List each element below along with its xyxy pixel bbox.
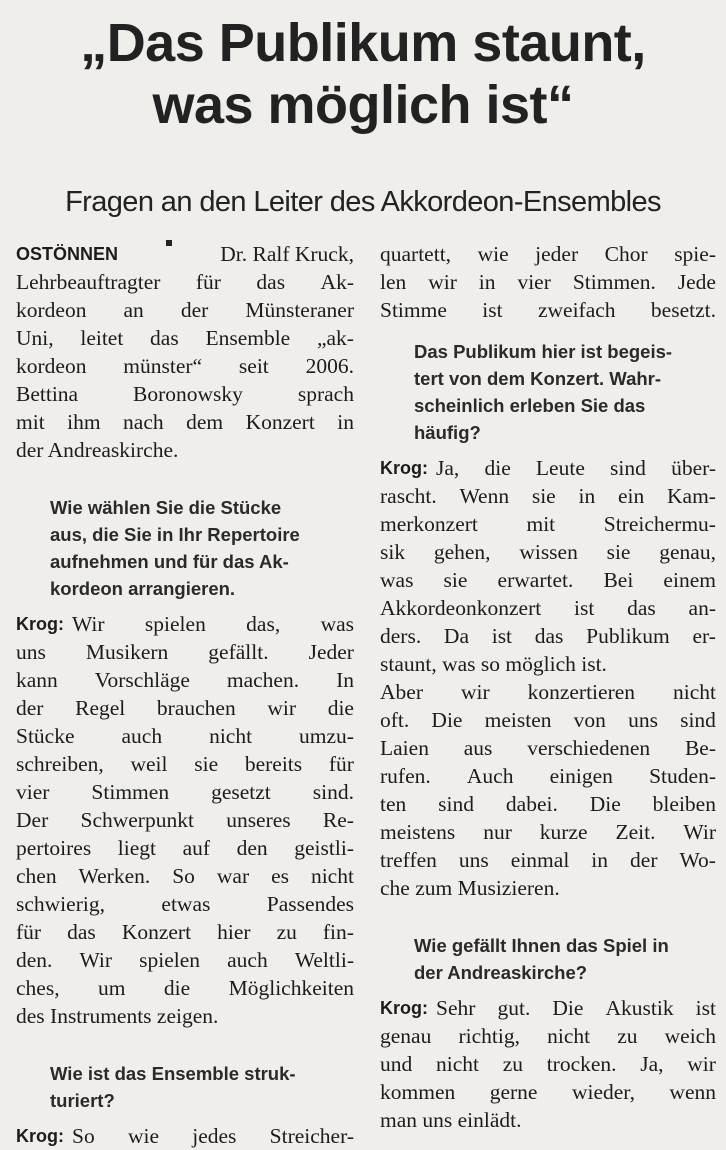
- question-line: aus, die Sie in Ihr Repertoire: [50, 524, 300, 545]
- text-line: [16, 296, 354, 324]
- word: kommen: [380, 1080, 456, 1104]
- word: ist: [482, 298, 503, 322]
- word: das: [627, 596, 656, 620]
- text-line: [380, 678, 716, 706]
- word: Passendes: [266, 892, 354, 916]
- word: „ak-: [316, 326, 354, 350]
- word: geistli-: [294, 836, 354, 860]
- text-line: che zum Musizieren.: [380, 876, 560, 900]
- text-line-fragment: [72, 610, 354, 638]
- word: So: [72, 1124, 95, 1148]
- word: sprach: [297, 382, 354, 406]
- text-line: [16, 946, 354, 974]
- word: 2006.: [305, 354, 354, 378]
- interview-answer-1: [16, 610, 354, 1030]
- text-line: [16, 380, 354, 408]
- text-line: [380, 482, 716, 510]
- word: an-: [688, 596, 716, 620]
- dateline-kicker: OSTÖNNEN: [16, 244, 119, 264]
- interview-answer-2-continued: [380, 240, 716, 324]
- text-line: man uns einlädt.: [380, 1108, 522, 1132]
- text-line: [16, 408, 354, 436]
- question-line: Wie wählen Sie die Stücke: [50, 497, 282, 518]
- word: kurze: [539, 820, 588, 844]
- word: aus: [463, 736, 493, 760]
- word: ihm: [67, 410, 101, 434]
- word: die: [484, 456, 511, 480]
- word: wir: [267, 696, 297, 720]
- word: die: [327, 696, 354, 720]
- word: ist: [491, 624, 513, 648]
- word: Studen-: [649, 764, 716, 788]
- word: wie: [477, 242, 509, 266]
- word: wenn: [669, 1080, 716, 1104]
- word: spie-: [674, 242, 716, 266]
- bullet-icon: [166, 240, 172, 246]
- word: Musikern: [85, 640, 169, 664]
- word: gefällt.: [208, 640, 269, 664]
- word: kordeon: [16, 298, 87, 322]
- text-line: [16, 610, 354, 638]
- word: genau,: [659, 540, 716, 564]
- word: der: [630, 848, 658, 872]
- word: merkonzert: [380, 512, 478, 536]
- word: Akkordeonkonzert: [380, 596, 542, 620]
- word: nicht: [209, 724, 253, 748]
- word: kann: [16, 668, 58, 692]
- word: Lehrbeauftragter: [16, 270, 161, 294]
- word: über-: [671, 456, 716, 480]
- word: Kam-: [667, 484, 716, 508]
- word: konzertieren: [527, 680, 636, 704]
- word: Der: [16, 808, 49, 832]
- question-line: der Andreaskirche?: [414, 962, 588, 983]
- word: meistens: [380, 820, 456, 844]
- word: er-: [692, 624, 716, 648]
- word: Zeit.: [615, 820, 656, 844]
- word: einmal: [510, 848, 570, 872]
- word: Wir: [72, 612, 105, 636]
- word: in: [478, 270, 496, 294]
- word: sie: [443, 568, 468, 592]
- word: dabei.: [505, 792, 558, 816]
- word: ten: [380, 792, 407, 816]
- word: Werken.: [78, 864, 151, 888]
- word: Chor: [604, 242, 648, 266]
- word: Ensemble: [205, 326, 291, 350]
- text-line: [16, 694, 354, 722]
- word: das: [534, 624, 564, 648]
- question-line: Wie ist das Ensemble struk-: [50, 1063, 296, 1084]
- word: wir: [687, 1052, 716, 1076]
- word: nicht: [547, 1024, 591, 1048]
- text-line: [16, 638, 354, 666]
- text-line: [16, 324, 354, 352]
- word: gesetzt: [211, 780, 271, 804]
- word: Münsteraner: [245, 298, 354, 322]
- word: weich: [664, 1024, 716, 1048]
- word: leitet: [80, 326, 124, 350]
- interview-answer-2-start: [16, 1122, 354, 1150]
- text-line: [16, 806, 354, 834]
- question-line: kordeon arrangieren.: [50, 578, 236, 599]
- word: was: [380, 568, 414, 592]
- word: brauchen: [156, 696, 236, 720]
- word: trocken.: [546, 1052, 617, 1076]
- article-subtitle: Fragen an den Leiter des Akkordeon-Ensembles: [65, 186, 661, 218]
- word: gehen,: [433, 540, 491, 564]
- word: Laien: [380, 736, 429, 760]
- word: Konzert: [245, 410, 315, 434]
- word: in: [337, 410, 354, 434]
- text-line: [380, 538, 716, 566]
- text-line: [380, 994, 716, 1022]
- word: zweifach: [537, 298, 616, 322]
- question-line: Wie gefällt Ihnen das Spiel in: [414, 935, 669, 956]
- word: Bettina: [16, 382, 79, 406]
- right-column: [380, 240, 716, 1134]
- text-line: [380, 622, 716, 650]
- word: Aber: [380, 680, 423, 704]
- word: Vorschläge: [94, 668, 190, 692]
- text-line: [16, 352, 354, 380]
- word: Auch: [466, 764, 514, 788]
- word: bleiben: [652, 792, 716, 816]
- word: nur: [483, 820, 512, 844]
- text-line: [380, 566, 716, 594]
- text-line-fragment: [436, 994, 716, 1022]
- text-line: [380, 240, 716, 268]
- word: richtig,: [458, 1024, 520, 1048]
- word: schwierig,: [16, 892, 105, 916]
- text-line: [16, 862, 354, 890]
- word: zu: [617, 1024, 638, 1048]
- word: auf: [182, 836, 211, 860]
- speaker-label: Krog:: [380, 458, 428, 478]
- word: wie: [127, 1124, 159, 1148]
- word: Stimmen.: [572, 270, 656, 294]
- interview-question-2: [50, 1060, 354, 1114]
- word: an: [123, 298, 144, 322]
- article-headline: [0, 12, 726, 136]
- word: der: [16, 696, 44, 720]
- word: sind: [610, 456, 646, 480]
- text-line: [380, 734, 716, 762]
- word: verschiedenen: [527, 736, 651, 760]
- word: machen.: [226, 668, 300, 692]
- speaker-label: Krog:: [380, 998, 428, 1018]
- word: Stimmen: [91, 780, 170, 804]
- headline-line-1: „Das Publikum staunt,: [80, 13, 646, 73]
- word: nach: [123, 410, 164, 434]
- question-line: aufnehmen und für das Ak-: [50, 551, 289, 572]
- text-line: [16, 240, 354, 268]
- question-line: häufig?: [414, 422, 481, 443]
- word: ein: [617, 484, 645, 508]
- word: Weltli-: [294, 948, 354, 972]
- word: Ja,: [436, 456, 460, 480]
- word: für: [328, 752, 354, 776]
- text-line: [380, 762, 716, 790]
- word: vier: [16, 780, 50, 804]
- word: ches,: [16, 976, 60, 1000]
- text-line-fragment: [436, 454, 716, 482]
- word: quartett,: [380, 242, 452, 266]
- text-line: [16, 974, 354, 1002]
- word: vier: [517, 270, 551, 294]
- question-line: turiert?: [50, 1090, 115, 1111]
- word: das: [67, 920, 96, 944]
- word: rufen.: [380, 764, 431, 788]
- question-line: Das Publikum hier ist begeis-: [414, 341, 673, 362]
- word: len: [380, 270, 407, 294]
- word: den.: [16, 948, 53, 972]
- word: für: [16, 920, 42, 944]
- text-line: [16, 1122, 354, 1150]
- word: sie: [531, 484, 556, 508]
- word: Die: [589, 792, 621, 816]
- word: nicht: [435, 1052, 479, 1076]
- word: weil: [130, 752, 168, 776]
- word: gerne: [489, 1080, 538, 1104]
- word: in: [578, 484, 596, 508]
- word: sind: [680, 708, 716, 732]
- word: Jeder: [308, 640, 354, 664]
- word: Uni,: [16, 326, 54, 350]
- word: Möglichkeiten: [228, 976, 354, 1000]
- word: oft.: [380, 708, 410, 732]
- word: gut.: [497, 996, 531, 1020]
- speaker-label: Krog:: [16, 1126, 64, 1146]
- word: einigen: [549, 764, 613, 788]
- word: Wir: [683, 820, 716, 844]
- text-line: [380, 818, 716, 846]
- word: kordeon: [16, 354, 87, 378]
- word: pertoires: [16, 836, 92, 860]
- word: den: [236, 836, 268, 860]
- word: ist: [695, 996, 716, 1020]
- interview-question-4: [414, 932, 716, 986]
- word: Da: [443, 624, 469, 648]
- text-line: [380, 454, 716, 482]
- word: chen: [16, 864, 57, 888]
- word: zu: [276, 920, 297, 944]
- word: sie: [194, 752, 219, 776]
- word: das: [256, 270, 286, 294]
- word: Leute: [535, 456, 585, 480]
- text-line: [16, 666, 354, 694]
- word: um: [98, 976, 126, 1000]
- text-line: [380, 510, 716, 538]
- word: seit: [238, 354, 269, 378]
- text-line: [16, 890, 354, 918]
- word: Be-: [684, 736, 716, 760]
- word: spielen: [144, 612, 206, 636]
- text-line: [380, 268, 716, 296]
- word: in: [591, 848, 609, 872]
- word: meisten: [484, 708, 552, 732]
- word: uns: [458, 848, 489, 872]
- word: auch: [227, 948, 268, 972]
- word: Schwerpunkt: [80, 808, 194, 832]
- word: Ja,: [640, 1052, 664, 1076]
- word: Sehr: [436, 996, 476, 1020]
- word: ist: [573, 596, 595, 620]
- word: unseres: [226, 808, 291, 832]
- text-line: [380, 846, 716, 874]
- word: das: [150, 326, 179, 350]
- word: und: [380, 1052, 413, 1076]
- text-line: [380, 296, 716, 324]
- word: Regel: [75, 696, 126, 720]
- text-line: [380, 594, 716, 622]
- text-line: [16, 918, 354, 946]
- word: Die: [552, 996, 584, 1020]
- text-line: [16, 750, 354, 778]
- word: besetzt.: [650, 298, 716, 322]
- word: Wir: [79, 948, 113, 972]
- word: Konzert: [121, 920, 192, 944]
- interview-question-1: [50, 494, 354, 602]
- word: bereits: [244, 752, 303, 776]
- word: zu: [502, 1052, 523, 1076]
- word: spielen: [139, 948, 201, 972]
- word: jedes: [192, 1124, 237, 1148]
- word: mit: [16, 410, 45, 434]
- interview-answer-3: [380, 454, 716, 902]
- word: der: [180, 298, 209, 322]
- text-line-fragment: Dr. Ralf Kruck,: [220, 242, 354, 266]
- headline-line-2: was möglich ist“: [152, 75, 574, 135]
- text-line: [380, 1050, 716, 1078]
- word: sind: [438, 792, 475, 816]
- word: was: [320, 612, 354, 636]
- text-line: [380, 790, 716, 818]
- question-line: scheinlich erleben Sie das: [414, 395, 646, 416]
- word: wir: [460, 680, 490, 704]
- speaker-label: Krog:: [16, 614, 64, 634]
- word: Akustik: [605, 996, 674, 1020]
- question-line: tert von dem Konzert. Wahr-: [414, 368, 662, 389]
- interview-question-3: [414, 338, 716, 446]
- word: genau: [380, 1024, 432, 1048]
- text-line: [16, 834, 354, 862]
- word: Publikum: [586, 624, 670, 648]
- word: die: [163, 976, 191, 1000]
- word: schreiben,: [16, 752, 104, 776]
- word: wieder,: [571, 1080, 635, 1104]
- interview-answer-4: [380, 994, 716, 1134]
- word: Jede: [677, 270, 716, 294]
- text-line: [16, 778, 354, 806]
- word: Wenn: [459, 484, 510, 508]
- word: uns: [628, 708, 658, 732]
- text-line: [380, 706, 716, 734]
- left-column: [16, 240, 354, 1150]
- word: wir: [428, 270, 457, 294]
- text-line: staunt, was so möglich ist.: [380, 652, 607, 676]
- word: wissen: [519, 540, 578, 564]
- word: auch: [121, 724, 163, 748]
- text-line: [16, 268, 354, 296]
- word: treffen: [380, 848, 437, 872]
- word: So: [172, 864, 195, 888]
- word: Stimme: [380, 298, 447, 322]
- word: liegt: [117, 836, 157, 860]
- word: das,: [246, 612, 281, 636]
- word: mit: [526, 512, 556, 536]
- word: sie: [606, 540, 631, 564]
- word: sind.: [312, 780, 354, 804]
- text-line: des Instruments zeigen.: [16, 1004, 219, 1028]
- word: fin-: [322, 920, 354, 944]
- word: nicht: [310, 864, 354, 888]
- word: erwartet.: [497, 568, 574, 592]
- word: uns: [16, 640, 46, 664]
- word: Stücke: [16, 724, 75, 748]
- intro-paragraph: [16, 240, 354, 464]
- word: ders.: [380, 624, 422, 648]
- word: In: [336, 668, 354, 692]
- word: münster“: [123, 354, 203, 378]
- word: Bei: [603, 568, 634, 592]
- word: war: [216, 864, 250, 888]
- text-line: [380, 1022, 716, 1050]
- word: nicht: [673, 680, 716, 704]
- word: für: [195, 270, 221, 294]
- word: Die: [431, 708, 463, 732]
- word: hier: [217, 920, 251, 944]
- word: Wo-: [679, 848, 716, 872]
- word: einem: [663, 568, 716, 592]
- word: sik: [380, 540, 406, 564]
- word: von: [573, 708, 606, 732]
- word: Re-: [322, 808, 354, 832]
- word: etwas: [161, 892, 211, 916]
- text-line: der Andreaskirche.: [16, 438, 179, 462]
- word: Streichermu-: [603, 512, 716, 536]
- word: es: [271, 864, 289, 888]
- text-line: [380, 1078, 716, 1106]
- word: dem: [186, 410, 224, 434]
- word: Boronowsky: [133, 382, 243, 406]
- word: rascht.: [380, 484, 437, 508]
- word: Streicher-: [269, 1124, 354, 1148]
- word: jeder: [535, 242, 579, 266]
- word: umzu-: [299, 724, 354, 748]
- text-line-fragment: [72, 1122, 354, 1150]
- text-line: [16, 722, 354, 750]
- word: Ak-: [320, 270, 354, 294]
